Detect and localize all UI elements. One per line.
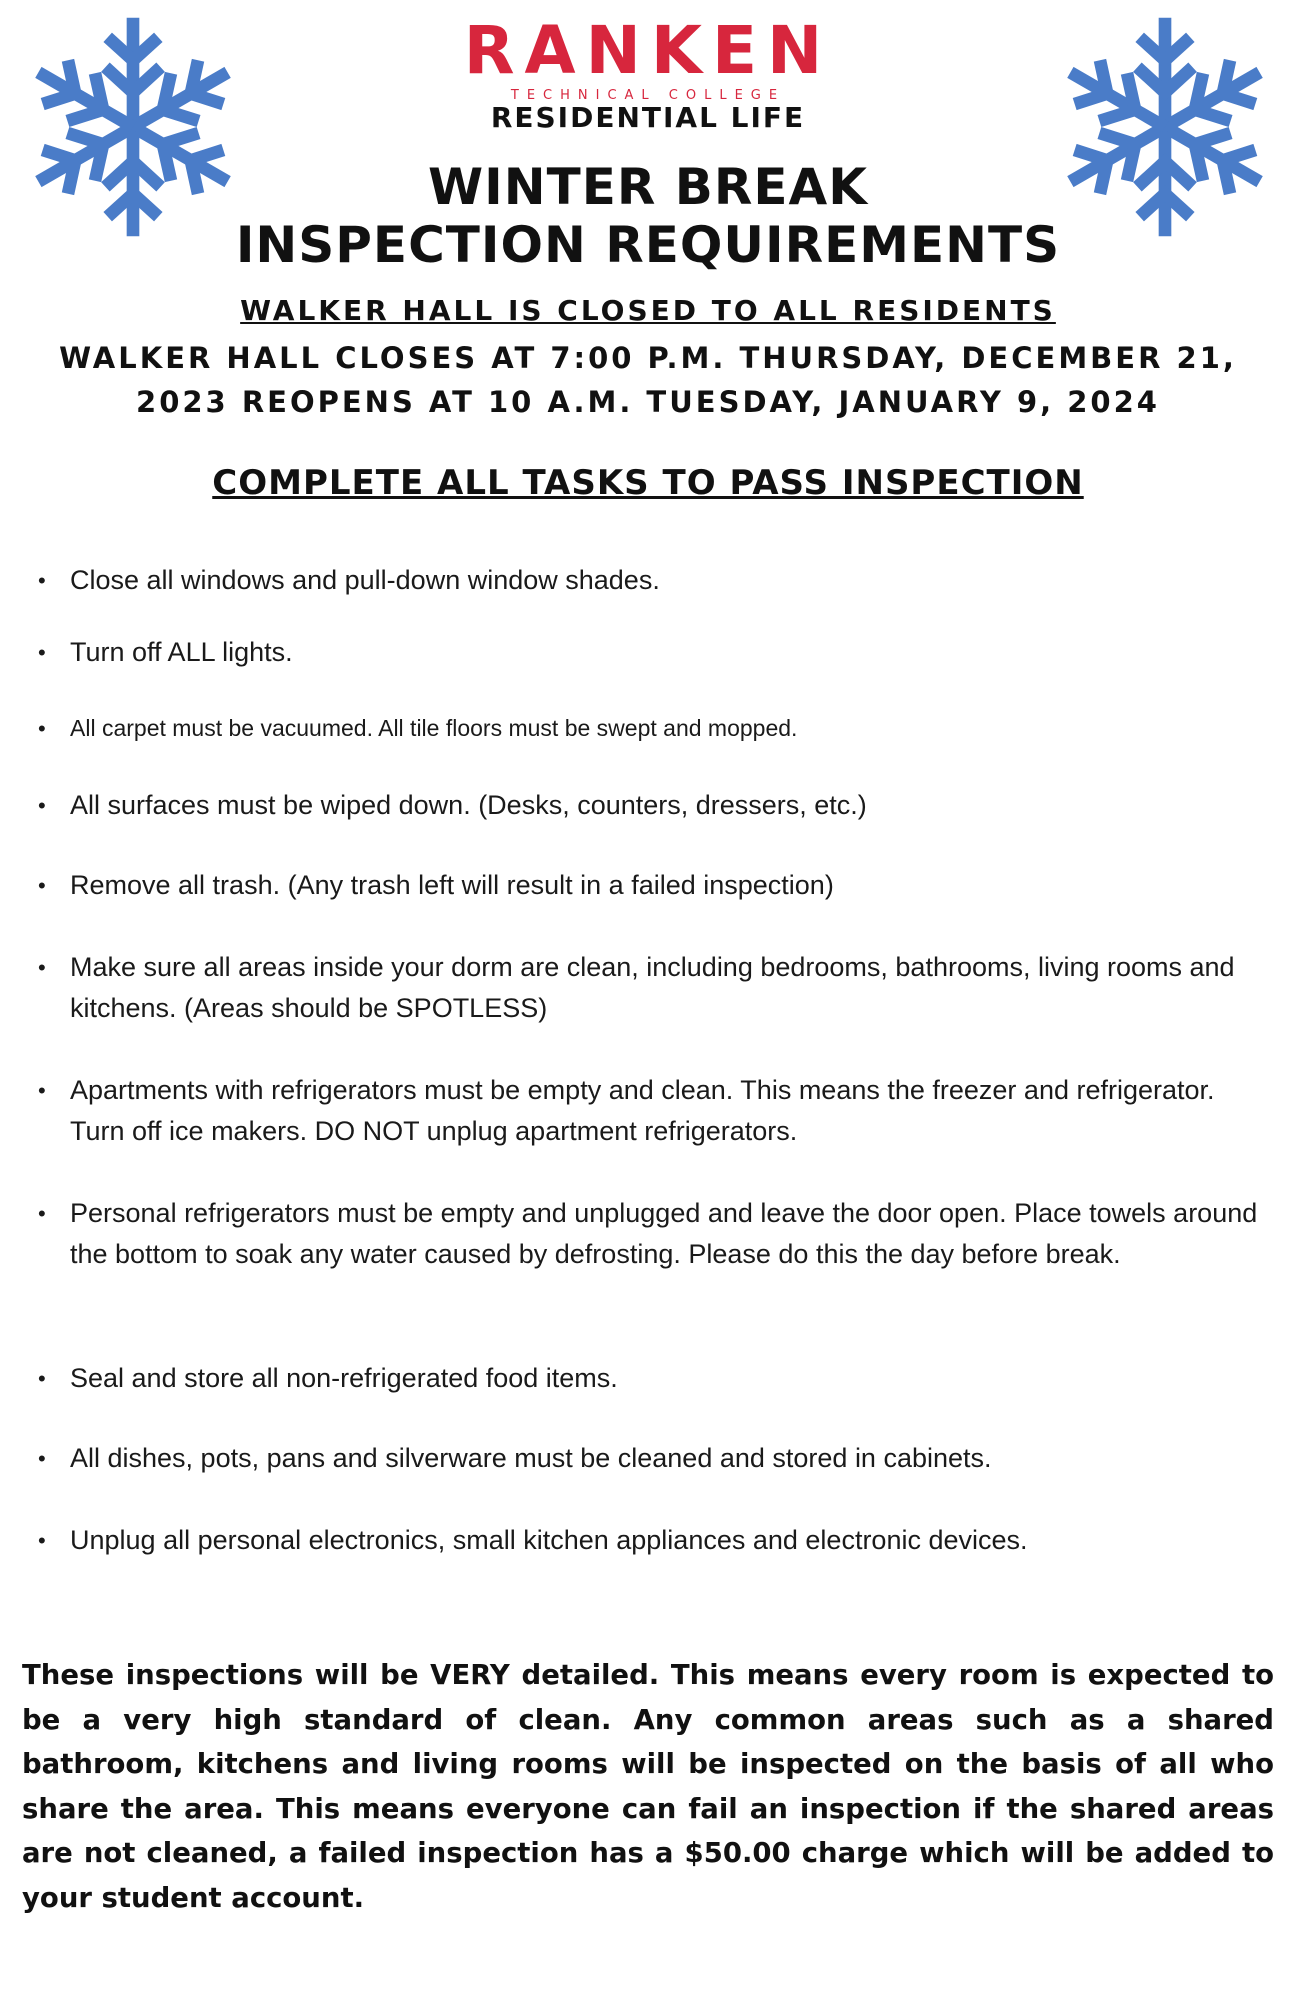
bullet-icon: • (38, 1201, 46, 1226)
bullet-icon: • (38, 955, 46, 980)
task-text: Make sure all areas inside your dorm are clean, including bedrooms, bathrooms, living rooms and kitchens. (Areas should be SPOTLESS) (70, 952, 1235, 1023)
task-text: All dishes, pots, pans and silverware must be cleaned and stored in cabinets. (70, 1443, 992, 1473)
title-line-2: INSPECTION REQUIREMENTS (235, 216, 1061, 274)
list-item (38, 947, 1268, 1029)
list-item (38, 560, 1268, 601)
bullet-icon: • (38, 793, 46, 818)
task-text: Remove all trash. (Any trash left will result in a failed inspection) (70, 870, 834, 900)
list-item (38, 708, 1268, 749)
dates-line-2: 2023 REOPENS AT 10 A.M. TUESDAY, JANUARY 9, 2024 (136, 385, 1160, 419)
task-text: Turn off ALL lights. (70, 637, 293, 667)
logo-name: RANKEN (463, 12, 833, 89)
task-text: Apartments with refrigerators must be empty and clean. This means the freezer and refrigerator. Turn off ice makers. DO NOT unplug apartment refrigerators. (70, 1075, 1215, 1146)
page-title (0, 158, 1296, 274)
bullet-icon: • (38, 873, 46, 898)
closure-dates (30, 336, 1266, 424)
list-item (38, 1438, 1268, 1479)
task-text: Personal refrigerators must be empty and unplugged and leave the door open. Place towels around the bottom to soak any water caused by defrosting. Please do this the day before break. (70, 1198, 1258, 1269)
bullet-icon: • (38, 1366, 46, 1391)
list-item (38, 632, 1268, 673)
logo-subtitle: TECHNICAL COLLEGE (510, 88, 786, 103)
task-text: Seal and store all non-refrigerated food items. (70, 1363, 618, 1393)
bullet-icon: • (38, 716, 46, 741)
task-text: Close all windows and pull-down window shades. (70, 565, 660, 595)
bullet-icon: • (38, 1078, 46, 1103)
task-text: All carpet must be vacuumed. All tile floors must be swept and mopped. (70, 715, 798, 741)
inspection-notice: These inspections will be VERY detailed. This means every room is expected to be a very high standard of clean. Any common areas such as a shared bathroom, kitchens and living rooms will be inspected on the basis of all who share the area. This means everyone can fail an inspection if the shared areas are not cleaned, a failed inspection has a $50.00 charge which will be added to your student account. (22, 1659, 1274, 1914)
list-item (38, 865, 1268, 906)
department-name: RESIDENTIAL LIFE (490, 101, 806, 134)
list-item (38, 1520, 1268, 1561)
dates-line-1: WALKER HALL CLOSES AT 7:00 P.M. THURSDAY, DECEMBER 21, (59, 341, 1237, 375)
tasks-heading: COMPLETE ALL TASKS TO PASS INSPECTION (212, 463, 1084, 503)
task-text: All surfaces must be wiped down. (Desks, counters, dressers, etc.) (70, 790, 867, 820)
bullet-icon: • (38, 640, 46, 665)
list-item (38, 1358, 1268, 1399)
task-text: Unplug all personal electronics, small kitchen appliances and electronic devices. (70, 1525, 1028, 1555)
list-item (38, 1070, 1268, 1152)
bullet-icon: • (38, 1528, 46, 1553)
logo (0, 12, 1296, 134)
closure-notice: WALKER HALL IS CLOSED TO ALL RESIDENTS (240, 294, 1056, 327)
bullet-icon: • (38, 1446, 46, 1471)
title-line-1: WINTER BREAK (428, 158, 868, 216)
bullet-icon: • (38, 568, 46, 593)
list-item (38, 785, 1268, 826)
list-item (38, 1193, 1268, 1275)
